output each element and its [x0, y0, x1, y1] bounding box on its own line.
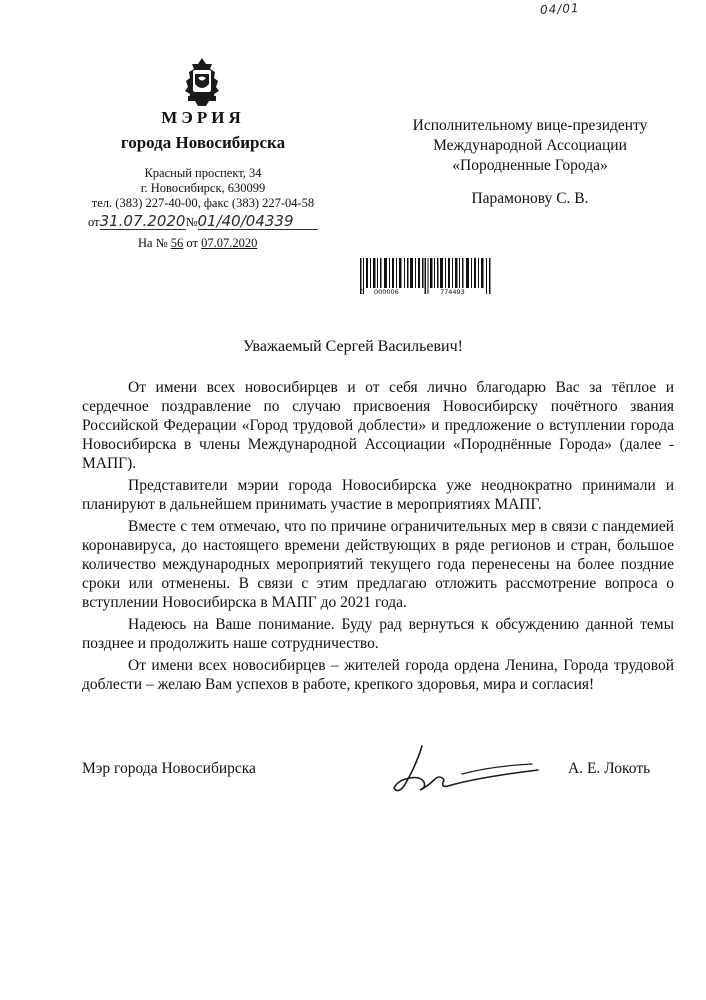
ref-middle: от — [186, 236, 198, 250]
recipient-line1: Исполнительному вице-президенту — [412, 117, 648, 134]
ref-prefix: На № — [138, 236, 168, 250]
reg-number-prefix: № — [185, 215, 198, 229]
handwritten-signature — [392, 738, 542, 798]
letter-body — [82, 378, 674, 697]
ref-number: 56 — [170, 236, 184, 250]
recipient-name: Парамонову С. В. — [471, 190, 589, 207]
reg-date: 31.07.2020 — [99, 212, 186, 230]
recipient-line2: Международной Ассоциации — [433, 137, 627, 154]
paragraph: Вместе с тем отмечаю, что по причине ограничительных мер в связи с пандемией коронавируса, до настоящего времени действующих в ряде регионов и стран, большое количество международных мероприятий текущего года перенесены на более поздние сроки или отменены. В связи с этим предлагаю отложить рассмотрение вопроса о вступлении Новосибирска в МАПГ до 2021 года. — [82, 518, 674, 611]
top-stamp: 04/01 — [539, 0, 580, 18]
ref-date: 07.07.2020 — [201, 236, 258, 250]
address-city: г. Новосибирск, 630099 — [140, 181, 266, 195]
signatory-title: Мэр города Новосибирска — [82, 760, 256, 777]
signatory-name: А. Е. Локоть — [568, 760, 651, 777]
salutation: Уважаемый Сергей Васильевич! — [243, 338, 463, 355]
paragraph: Надеюсь на Ваше понимание. Буду рад вернуться к обсуждению данной темы позднее и продолжить наше сотрудничество. — [82, 616, 674, 652]
registration-line — [88, 213, 318, 230]
org-name: МЭРИЯ — [161, 108, 245, 127]
recipient-line3: «Породненные Города» — [452, 157, 608, 174]
paragraph: От имени всех новосибирцев и от себя лично благодарю Вас за тёплое и сердечное поздравление по случаю присвоения Новосибирску почётного звания Российской Федерации «Город трудовой доблести» и предложение о вступлении города Новосибирска в члены Международной Ассоциации «Породнённые Города» (далее - МАПГ). — [82, 379, 674, 472]
address-contacts: тел. (383) 227-40-00, факс (383) 227-04-58 — [91, 196, 315, 210]
paragraph: Представители мэрии города Новосибирска уже неоднократно принимали и планируют в дальнейшем принимать участие в мероприятиях МАПГ. — [82, 477, 674, 513]
barcode-right-digits: 774493 — [440, 288, 465, 296]
reg-number: 01/40/04339 — [198, 213, 318, 230]
paragraph: От имени всех новосибирцев – жителей города ордена Ленина, Города трудовой доблести – желаю Вам успехов в работе, крепкого здоровья, мира и согласия! — [82, 657, 674, 693]
recipient-block — [380, 116, 680, 176]
barcode-mid-digits: 000006 — [374, 288, 399, 296]
org-city: города Новосибирска — [120, 133, 286, 152]
coat-of-arms-icon — [176, 56, 228, 108]
address-street: Красный проспект, 34 — [144, 166, 262, 180]
reference-line — [138, 236, 257, 251]
reg-prefix: от — [88, 215, 100, 229]
barcode-left-digit: 0 — [360, 288, 365, 296]
